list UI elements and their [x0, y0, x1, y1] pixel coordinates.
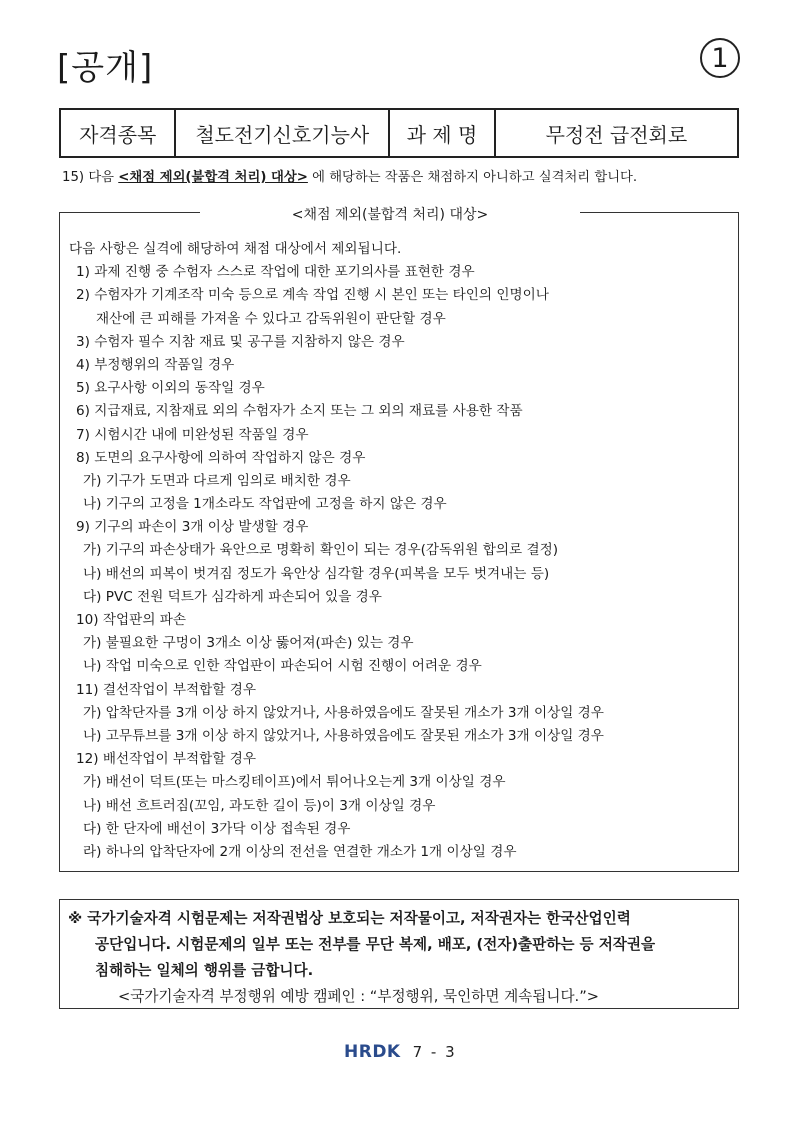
exclusion-line: 나) 배선의 피복이 벗겨짐 정도가 육안상 심각할 경우(피복을 모두 벗겨내는 등)	[83, 565, 550, 582]
hrdk-logo: HRDK	[344, 1042, 401, 1062]
value-task-name: 무정전 급전회로	[495, 109, 738, 157]
exclusion-line: 9) 기구의 파손이 3개 이상 발생할 경우	[76, 519, 309, 536]
exclusion-title-text: <채점 제외(불합격 처리) 대상>	[288, 207, 493, 223]
notice-emphasis: <채점 제외(불합격 처리) 대상>	[118, 170, 308, 185]
exclusion-line: 5) 요구사항 이외의 동작일 경우	[76, 380, 265, 397]
exam-info-table	[59, 108, 739, 158]
exclusion-line: 가) 압착단자를 3개 이상 하지 않았거나, 사용하였음에도 잘못된 개소가 3개 이상일 경우	[83, 704, 604, 721]
label-qualification: 자격종목	[60, 109, 175, 157]
exclusion-line: 11) 결선작업이 부적합할 경우	[76, 681, 257, 698]
document-tag: [공개]	[57, 48, 154, 88]
page-number: 7 - 3	[412, 1043, 457, 1061]
exclusion-line: 4) 부정행위의 작품일 경우	[76, 356, 235, 373]
exclusion-line: 나) 작업 미숙으로 인한 작업판이 파손되어 시험 진행이 어려운 경우	[83, 658, 482, 675]
exclusion-list	[69, 238, 737, 864]
exclusion-line: 재산에 큰 피해를 가져올 수 있다고 감독위원이 판단할 경우	[96, 310, 446, 327]
copyright-line-1: ※ 국가기술자격 시험문제는 저작권법상 보호되는 저작물이고, 저작권자는 한국산업인력	[68, 910, 631, 927]
exclusion-line: 6) 지급재료, 지참재료 외의 수험자가 소지 또는 그 외의 재료를 사용한 작품	[76, 403, 523, 420]
page-footer	[344, 1042, 457, 1062]
exclusion-title	[200, 204, 580, 224]
copyright-line-2: 공단입니다. 시험문제의 일부 또는 전부를 무단 복제, 배포, (전자)출판하는 등 저작권을	[95, 936, 656, 953]
exclusion-line: 가) 배선이 덕트(또는 마스킹테이프)에서 튀어나오는게 3개 이상일 경우	[83, 774, 506, 791]
copyright-notice	[68, 906, 738, 1010]
exclusion-line: 다) 한 단자에 배선이 3가닥 이상 접속된 경우	[83, 820, 351, 837]
value-qualification: 철도전기신호기능사	[175, 109, 389, 157]
copyright-line-3: 침해하는 일체의 행위를 금합니다.	[95, 962, 314, 979]
notice-item-15	[62, 166, 742, 185]
notice-suffix: 에 해당하는 작품은 채점하지 아니하고 실격처리 합니다.	[307, 170, 638, 185]
exclusion-line: 가) 기구의 파손상태가 육안으로 명확히 확인이 되는 경우(감독위원 합의로 결정)	[83, 542, 559, 559]
exclusion-line: 3) 수험자 필수 지참 재료 및 공구를 지참하지 않은 경우	[76, 333, 405, 350]
exclusion-line: 나) 기구의 고정을 1개소라도 작업판에 고정을 하지 않은 경우	[83, 496, 447, 513]
exclusion-line: 12) 배선작업이 부적합할 경우	[76, 751, 257, 768]
label-task-name: 과 제 명	[389, 109, 495, 157]
page-number-circle: 1	[700, 38, 740, 78]
notice-prefix: 15) 다음	[62, 170, 119, 185]
exclusion-line: 2) 수험자가 기계조작 미숙 등으로 계속 작업 진행 시 본인 또는 타인의 인명이나	[76, 287, 549, 304]
exclusion-line: 7) 시험시간 내에 미완성된 작품일 경우	[76, 426, 309, 443]
exclusion-line: 1) 과제 진행 중 수험자 스스로 작업에 대한 포기의사를 표현한 경우	[76, 264, 475, 281]
campaign-line: <국가기술자격 부정행위 예방 캠페인 : “부정행위, 묵인하면 계속됩니다.”>	[118, 988, 599, 1005]
exclusion-line: 가) 기구가 도면과 다르게 임의로 배치한 경우	[83, 472, 351, 489]
exclusion-line: 나) 배선 흐트러짐(꼬임, 과도한 길이 등)이 3개 이상일 경우	[83, 797, 436, 814]
exclusion-line: 다) PVC 전원 덕트가 심각하게 파손되어 있을 경우	[83, 588, 382, 605]
exclusion-line: 다음 사항은 실격에 해당하여 채점 대상에서 제외됩니다.	[69, 241, 402, 257]
exclusion-line: 나) 고무튜브를 3개 이상 하지 않았거나, 사용하였음에도 잘못된 개소가 3개 이상일 경우	[83, 727, 604, 744]
exclusion-line: 라) 하나의 압착단자에 2개 이상의 전선을 연결한 개소가 1개 이상일 경우	[83, 843, 517, 860]
exclusion-line: 10) 작업판의 파손	[76, 612, 187, 628]
exclusion-line: 8) 도면의 요구사항에 의하여 작업하지 않은 경우	[76, 449, 366, 466]
exclusion-line: 가) 불필요한 구멍이 3개소 이상 뚫어져(파손) 있는 경우	[83, 635, 414, 652]
